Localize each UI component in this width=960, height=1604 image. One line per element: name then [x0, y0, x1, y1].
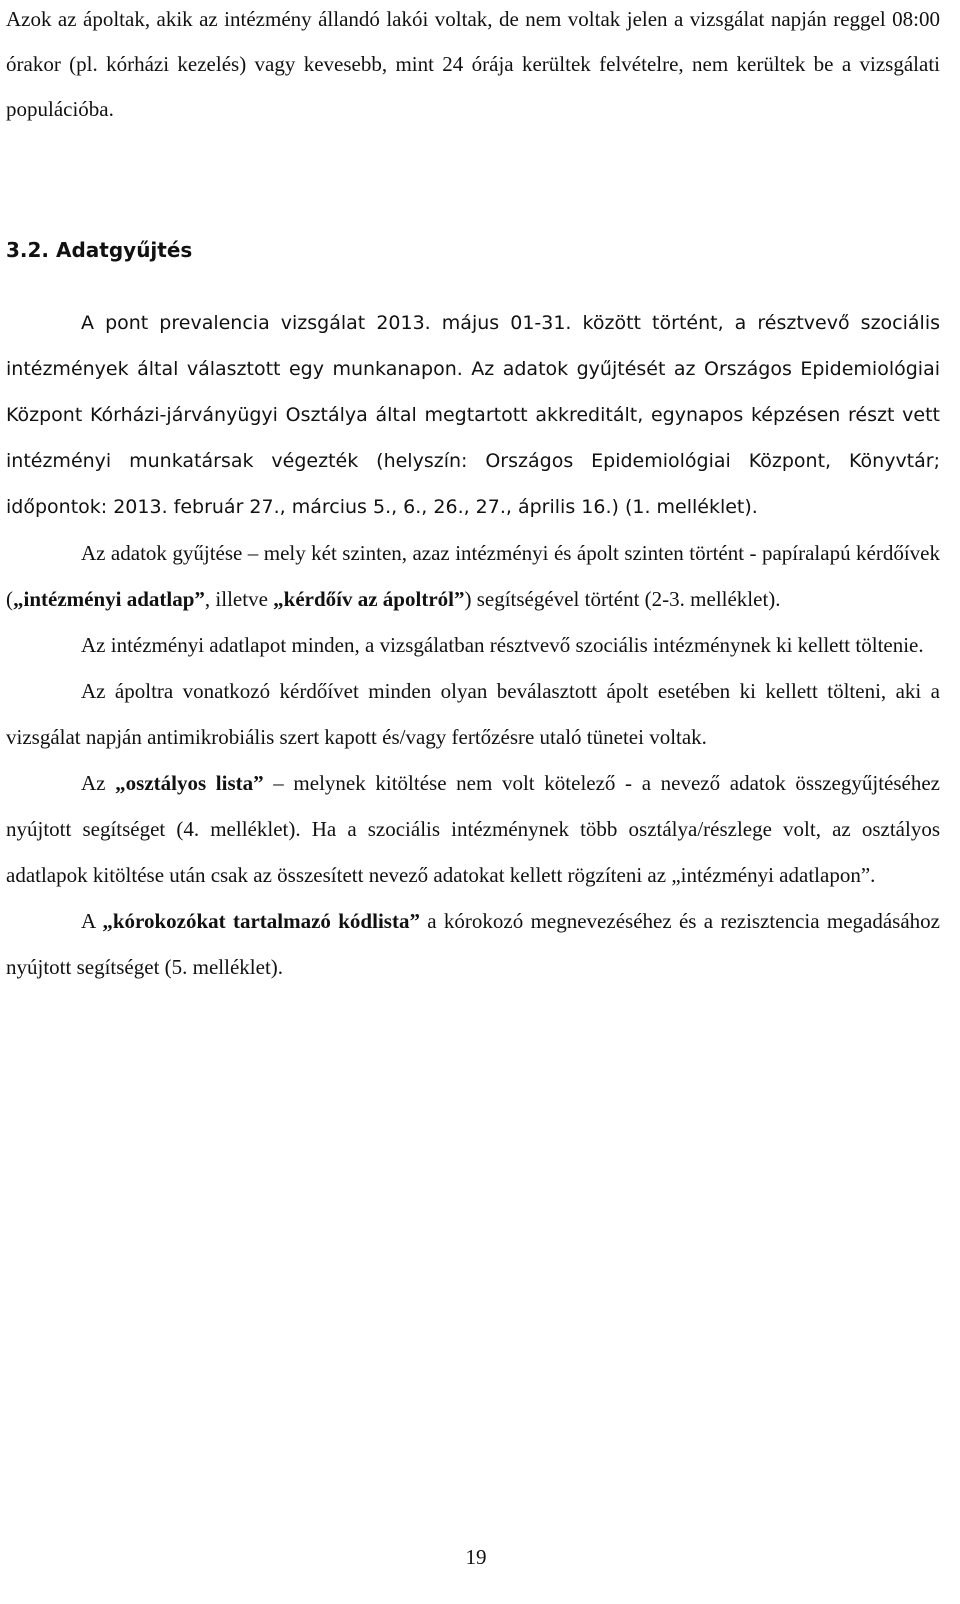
paragraph-patient-questionnaire: Az ápoltra vonatkozó kérdőívet minden olyan beválasztott ápolt esetében ki kellett tölteni, aki a vizsgálat napján antimikrobiális szert kapott és/vagy fertőzésre utaló tünetei voltak.: [6, 679, 940, 749]
paragraph-text: Az: [81, 771, 116, 795]
bold-term-ward-list: „osztályos lista”: [115, 771, 264, 795]
paragraph-text: Az adatok gyűjtése – mely két szinten, azaz intézményi és ápolt szinten történt - papíralapú kérdőívek (: [6, 541, 940, 611]
paragraph-text: a kórokozó megnevezéséhez és a rezisztencia megadásához nyújtott segítséget (5. melléklet).: [6, 909, 940, 979]
paragraph-text: – melynek kitöltése nem volt kötelező - a nevező adatok összegyűjtéséhez nyújtott segítséget (4. melléklet). Ha a szociális intézménynek több osztálya/részlege volt, az osztályos adatlapok kitöltése után csak az összesített nevező adatokat kellett rögzíteni az „intézményi adatlapon”.: [6, 771, 941, 887]
section-body: [6, 300, 940, 990]
paragraph-ward-list: [6, 760, 940, 898]
paragraph-pathogen-codelist: [6, 898, 940, 990]
paragraph-text: A pont prevalencia vizsgálat 2013. május 01-31. között történt, a résztvevő szociális intézmények által választott egy munkanapon. Az adatok gyűjtését az Országos Epidemiológiai Központ Kórházi-járványügyi Osztálya által megtartott akkreditált, egynapos képzésen részt vett intézményi munkatársak végezték (helyszín: Országos Epidemiológiai Központ, Könyvtár; időpontok: 2013. február 27., március 5., 6., 26., 27., április 16.) (1. melléklet).: [6, 312, 940, 518]
intro-paragraph: Azok az ápoltak, akik az intézmény állandó lakói voltak, de nem voltak jelen a vizsgálat napján reggel 08:00 órakor (pl. kórházi kezelés) vagy kevesebb, mint 24 órája kerültek felvételre, nem kerültek be a vizsgálati populációba.: [6, 7, 940, 121]
bold-term-patient-questionnaire: „kérdőív az ápoltról”: [273, 587, 465, 611]
paragraph-text: ) segítségével történt (2-3. melléklet).: [464, 587, 781, 611]
bold-term-pathogen-codelist: „kórokozókat tartalmazó kódlista”: [102, 909, 420, 933]
paragraph-text: , illetve: [204, 587, 274, 611]
paragraph-text: A: [81, 909, 103, 933]
paragraph-questionnaires: [6, 530, 940, 622]
section-heading: 3.2. Adatgyűjtés: [6, 238, 193, 262]
paragraph-institutional-datasheet: Az intézményi adatlapot minden, a vizsgálatban résztvevő szociális intézménynek ki kellett töltenie.: [81, 633, 924, 657]
bold-term-institutional-datasheet: „intézményi adatlap”: [13, 587, 205, 611]
paragraph-data-collection-period: [6, 300, 940, 530]
page-number: 19: [465, 1545, 487, 1569]
